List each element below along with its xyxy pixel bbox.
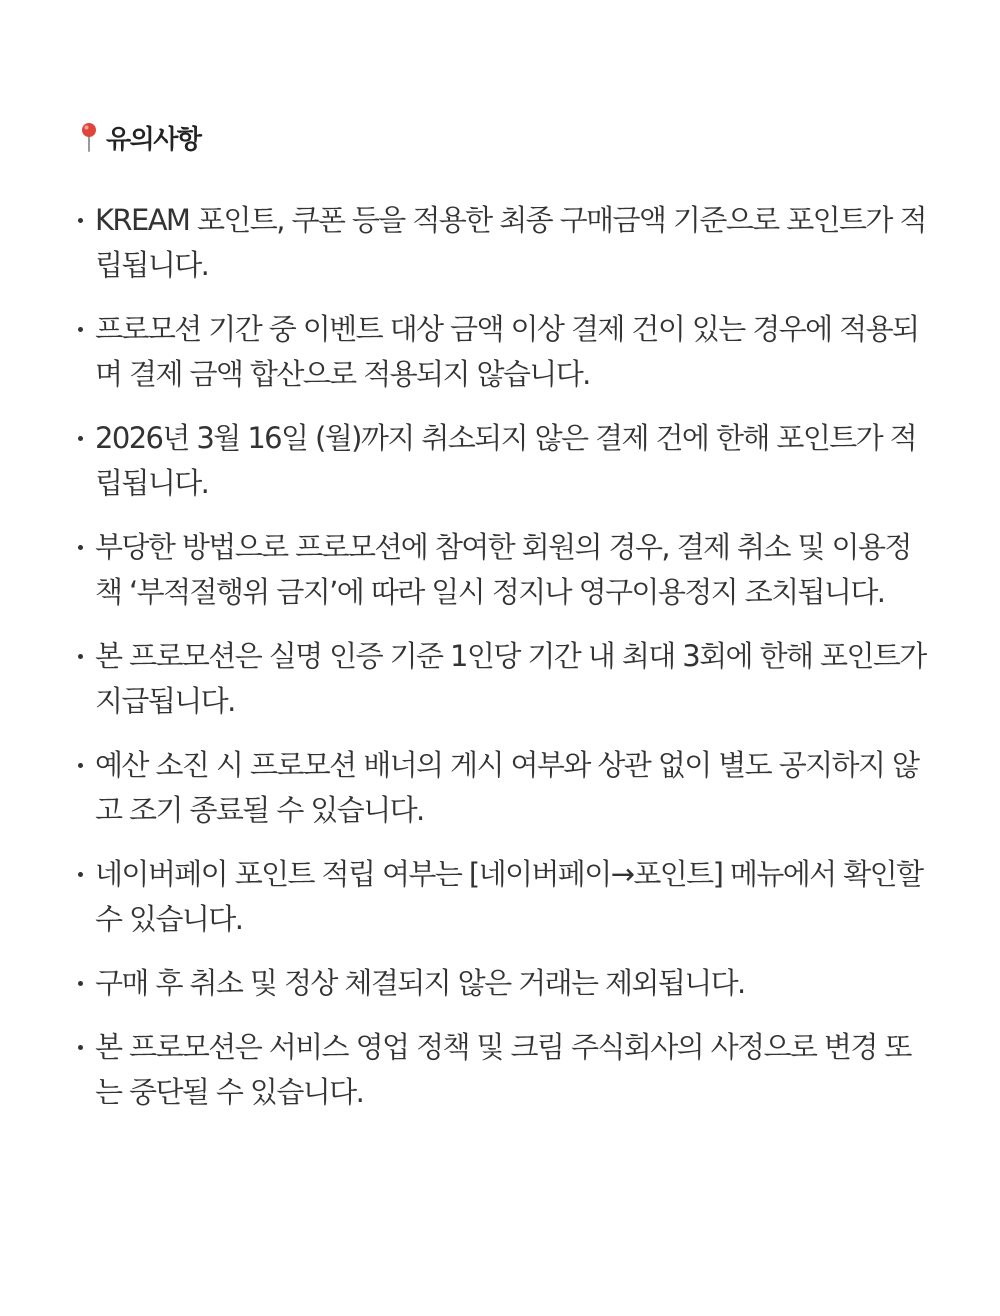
- notice-item-text: 부당한 방법으로 프로모션에 참여한 회원의 경우, 결제 취소 및 이용정책 ‘부적절행위 금지’에 따라 일시 정지나 영구이용정지 조치됩니다.: [95, 530, 911, 609]
- notice-list: [78, 198, 928, 1134]
- bullet-dot: [78, 327, 83, 332]
- bullet-dot: [78, 763, 83, 768]
- notice-section: [78, 118, 928, 1109]
- notice-item-text: 2026년 3월 16일 (월)까지 취소되지 않은 결제 건에 한해 포인트가 적립됩니다.: [95, 421, 917, 500]
- notice-item: [78, 416, 928, 506]
- bullet-dot: [78, 545, 83, 550]
- notice-item: [78, 743, 928, 833]
- notice-title: 유의사항: [106, 124, 201, 155]
- bullet-dot: [78, 1045, 83, 1050]
- notice-item-text: KREAM 포인트, 쿠폰 등을 적용한 최종 구매금액 기준으로 포인트가 적립됩니다.: [95, 203, 926, 282]
- notice-item-text: 구매 후 취소 및 정상 체결되지 않은 거래는 제외됩니다.: [95, 966, 745, 1000]
- notice-header: [78, 118, 928, 156]
- notice-item: [78, 525, 928, 615]
- notice-item-text: 네이버페이 포인트 적립 여부는 [네이버페이→포인트] 메뉴에서 확인할 수 있습니다.: [95, 857, 923, 936]
- notice-item-text: 본 프로모션은 실명 인증 기준 1인당 기간 내 최대 3회에 한해 포인트가 지급됩니다.: [95, 639, 926, 718]
- notice-item-text: 본 프로모션은 서비스 영업 정책 및 크림 주식회사의 사정으로 변경 또는 중단될 수 있습니다.: [95, 1030, 911, 1109]
- notice-item: [78, 198, 928, 288]
- notice-item: [78, 852, 928, 942]
- notice-item: [78, 1025, 928, 1115]
- bullet-dot: [78, 654, 83, 659]
- notice-item-text: 예산 소진 시 프로모션 배너의 게시 여부와 상관 없이 별도 공지하지 않고 조기 종료될 수 있습니다.: [95, 748, 919, 827]
- bullet-dot: [78, 218, 83, 223]
- notice-item-text: 프로모션 기간 중 이벤트 대상 금액 이상 결제 건이 있는 경우에 적용되며 결제 금액 합산으로 적용되지 않습니다.: [95, 312, 919, 391]
- notice-item: [78, 634, 928, 724]
- notice-item: [78, 307, 928, 397]
- pushpin-icon: [78, 121, 100, 153]
- notice-item: [78, 961, 928, 1006]
- bullet-dot: [78, 436, 83, 441]
- bullet-dot: [78, 872, 83, 877]
- bullet-dot: [78, 981, 83, 986]
